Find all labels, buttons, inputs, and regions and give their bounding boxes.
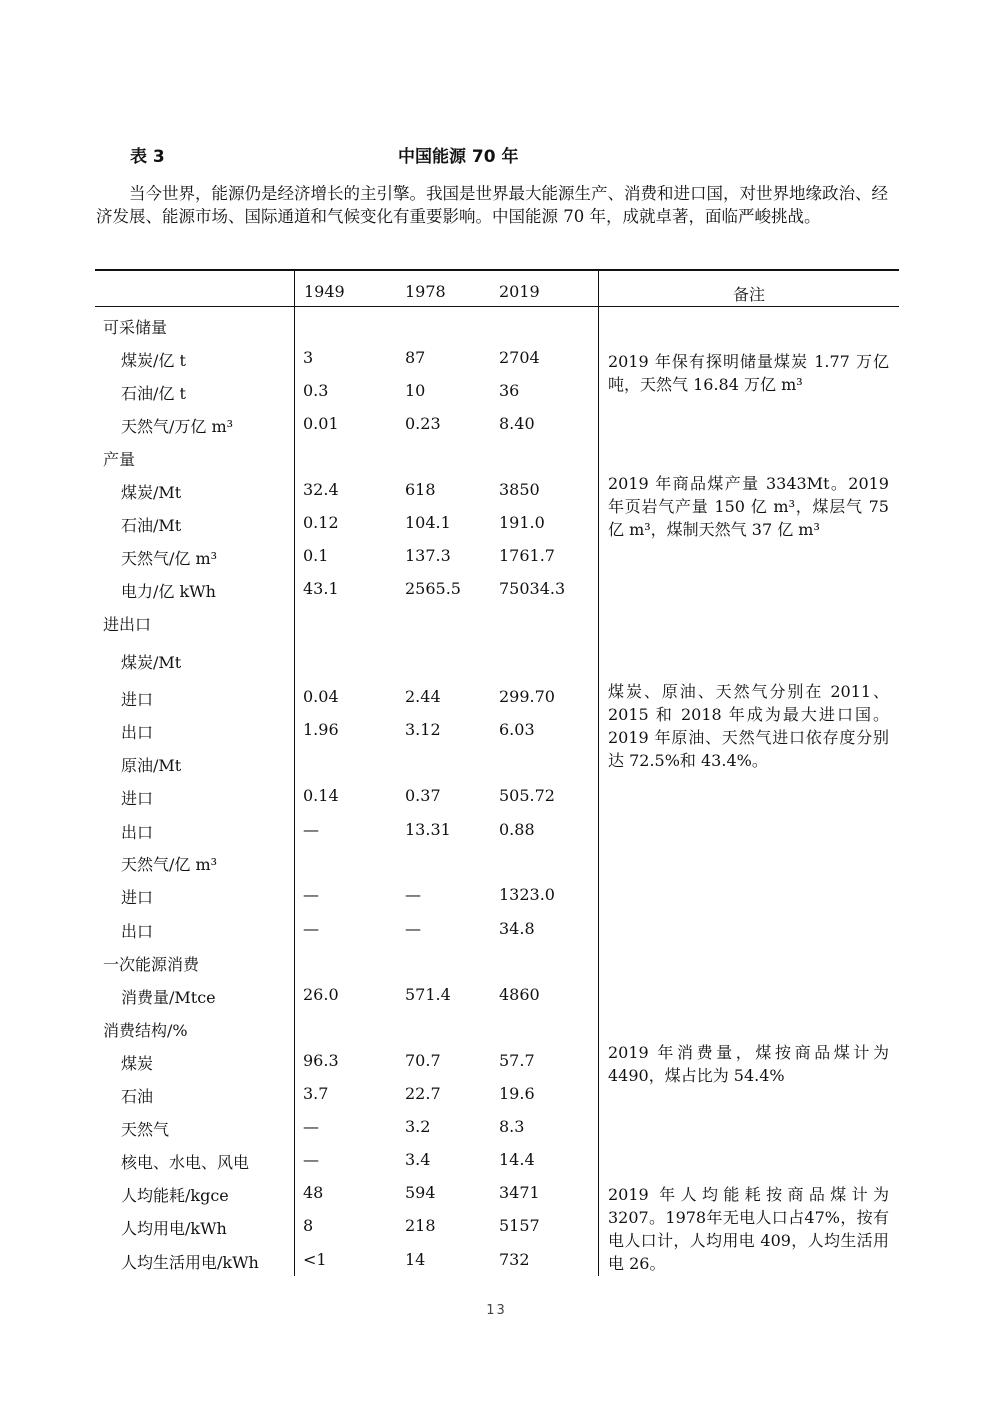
cell-1949: 96.3: [303, 1051, 339, 1070]
row-label: 人均能耗/kgce: [121, 1186, 229, 1205]
cell-2019: 36: [499, 381, 520, 400]
cell-1949: 26.0: [303, 985, 339, 1004]
row-label: 人均生活用电/kWh: [121, 1253, 259, 1272]
cell-1978: 10: [405, 381, 426, 400]
cell-1949: <1: [303, 1250, 327, 1269]
cell-1949: 0.14: [303, 786, 339, 805]
row-label: 煤炭: [121, 1054, 154, 1073]
table-number: 表 3: [130, 147, 165, 167]
cell-2019: 3850: [499, 480, 540, 499]
column-header-1978: 1978: [405, 282, 446, 301]
cell-2019: 19.6: [499, 1084, 535, 1103]
cell-1949: 0.04: [303, 687, 339, 706]
cell-2019: 1761.7: [499, 546, 555, 565]
cell-1978: 2565.5: [405, 579, 461, 598]
row-label: 石油: [121, 1087, 154, 1106]
cell-1949: 0.12: [303, 513, 339, 532]
table-top-rule: [95, 269, 899, 271]
row-label: 可采储量: [103, 318, 168, 337]
row-label: 消费量/Mtce: [121, 988, 216, 1007]
table-divider-left: [294, 271, 295, 1276]
page-number: 13: [486, 1303, 507, 1318]
cell-1978: 3.12: [405, 720, 441, 739]
row-label: 出口: [121, 922, 154, 941]
cell-1949: —: [303, 820, 319, 839]
cell-1978: 571.4: [405, 985, 451, 1004]
cell-2019: 732: [499, 1250, 530, 1269]
cell-2019: 14.4: [499, 1150, 535, 1169]
cell-1949: 1.96: [303, 720, 339, 739]
cell-1949: 8: [303, 1216, 314, 1235]
row-label: 天然气: [121, 1120, 170, 1139]
row-label: 石油/Mt: [121, 516, 182, 535]
remark-reserves: 2019 年保有探明储量煤炭 1.77 万亿吨，天然气 16.84 万亿 m³: [608, 352, 889, 394]
remark-trade: 煤炭、原油、天然气分别在 2011、2015 和 2018 年成为最大进口国。2019 年原油、天然气进口依存度分别达 72.5%和 43.4%。: [608, 682, 889, 770]
row-label: 煤炭/Mt: [121, 653, 182, 672]
cell-1978: 594: [405, 1183, 436, 1202]
cell-1978: —: [405, 885, 421, 904]
cell-2019: 505.72: [499, 786, 555, 805]
cell-1949: 3.7: [303, 1084, 329, 1103]
table-title: 中国能源 70 年: [398, 147, 519, 167]
row-label: 原油/Mt: [121, 756, 182, 775]
row-label: 天然气/亿 m³: [121, 549, 218, 568]
cell-1949: 0.3: [303, 381, 329, 400]
cell-2019: 1323.0: [499, 885, 555, 904]
cell-1978: 13.31: [405, 820, 451, 839]
cell-1978: 14: [405, 1250, 426, 1269]
row-label: 进口: [121, 888, 154, 907]
row-label: 进出口: [103, 615, 152, 634]
cell-2019: 6.03: [499, 720, 535, 739]
table-divider-right: [598, 271, 599, 1276]
row-label: 电力/亿 kWh: [121, 582, 216, 601]
cell-2019: 5157: [499, 1216, 540, 1235]
row-label: 煤炭/亿 t: [121, 351, 186, 370]
row-label: 进口: [121, 789, 154, 808]
cell-1978: 0.37: [405, 786, 441, 805]
row-label: 人均用电/kWh: [121, 1219, 227, 1238]
cell-2019: 2704: [499, 348, 540, 367]
remark-production: 2019 年商品煤产量 3343Mt。2019 年页岩气产量 150 亿 m³，煤层气 75 亿 m³，煤制天然气 37 亿 m³: [608, 474, 889, 539]
cell-1978: 218: [405, 1216, 436, 1235]
remark-consumption-structure: 2019 年消费量，煤按商品煤计为 4490，煤占比为 54.4%: [608, 1043, 889, 1085]
cell-1978: 22.7: [405, 1084, 441, 1103]
row-label: 一次能源消费: [103, 955, 200, 974]
cell-1978: 70.7: [405, 1051, 441, 1070]
cell-1949: —: [303, 1150, 319, 1169]
column-header-2019: 2019: [499, 282, 540, 301]
cell-1949: 43.1: [303, 579, 339, 598]
cell-1978: 3.2: [405, 1117, 431, 1136]
row-label: 进口: [121, 690, 154, 709]
cell-1949: —: [303, 1117, 319, 1136]
row-label: 消费结构/%: [103, 1021, 188, 1040]
row-label: 产量: [103, 450, 136, 469]
cell-1949: 32.4: [303, 480, 339, 499]
row-label: 石油/亿 t: [121, 384, 186, 403]
cell-1978: 0.23: [405, 414, 441, 433]
cell-1949: 3: [303, 348, 314, 367]
cell-1978: 137.3: [405, 546, 451, 565]
cell-1949: 48: [303, 1183, 324, 1202]
cell-1949: 0.1: [303, 546, 329, 565]
remark-per-capita: 2019 年人均能耗按商品煤计为 3207。1978年无电人口占47%，按有电人口计，人均用电 409，人均生活用电 26。: [608, 1185, 889, 1273]
cell-1978: 3.4: [405, 1150, 431, 1169]
cell-1949: —: [303, 919, 319, 938]
column-header-remarks: 备注: [733, 285, 766, 304]
row-label: 天然气/亿 m³: [121, 855, 218, 874]
cell-2019: 0.88: [499, 820, 535, 839]
row-label: 核电、水电、风电: [121, 1153, 250, 1172]
cell-2019: 34.8: [499, 919, 535, 938]
row-label: 出口: [121, 723, 154, 742]
row-label: 煤炭/Mt: [121, 483, 182, 502]
cell-2019: 299.70: [499, 687, 555, 706]
cell-1978: —: [405, 919, 421, 938]
cell-2019: 4860: [499, 985, 540, 1004]
table-header-rule: [95, 306, 899, 307]
row-label: 天然气/万亿 m³: [121, 417, 234, 436]
row-label: 出口: [121, 823, 154, 842]
cell-1978: 104.1: [405, 513, 451, 532]
intro-paragraph: 当今世界，能源仍是经济增长的主引擎。我国是世界最大能源生产、消费和进口国，对世界地缘政治、经济发展、能源市场、国际通道和气候变化有重要影响。中国能源 70 年，成就卓著，面临严峻挑战。: [96, 184, 888, 226]
cell-2019: 57.7: [499, 1051, 535, 1070]
cell-1978: 618: [405, 480, 436, 499]
cell-2019: 75034.3: [499, 579, 566, 598]
cell-2019: 8.3: [499, 1117, 525, 1136]
cell-1978: 87: [405, 348, 426, 367]
cell-2019: 8.40: [499, 414, 535, 433]
cell-1949: 0.01: [303, 414, 339, 433]
cell-2019: 191.0: [499, 513, 545, 532]
cell-1978: 2.44: [405, 687, 441, 706]
column-header-1949: 1949: [304, 282, 345, 301]
cell-1949: —: [303, 885, 319, 904]
cell-2019: 3471: [499, 1183, 540, 1202]
